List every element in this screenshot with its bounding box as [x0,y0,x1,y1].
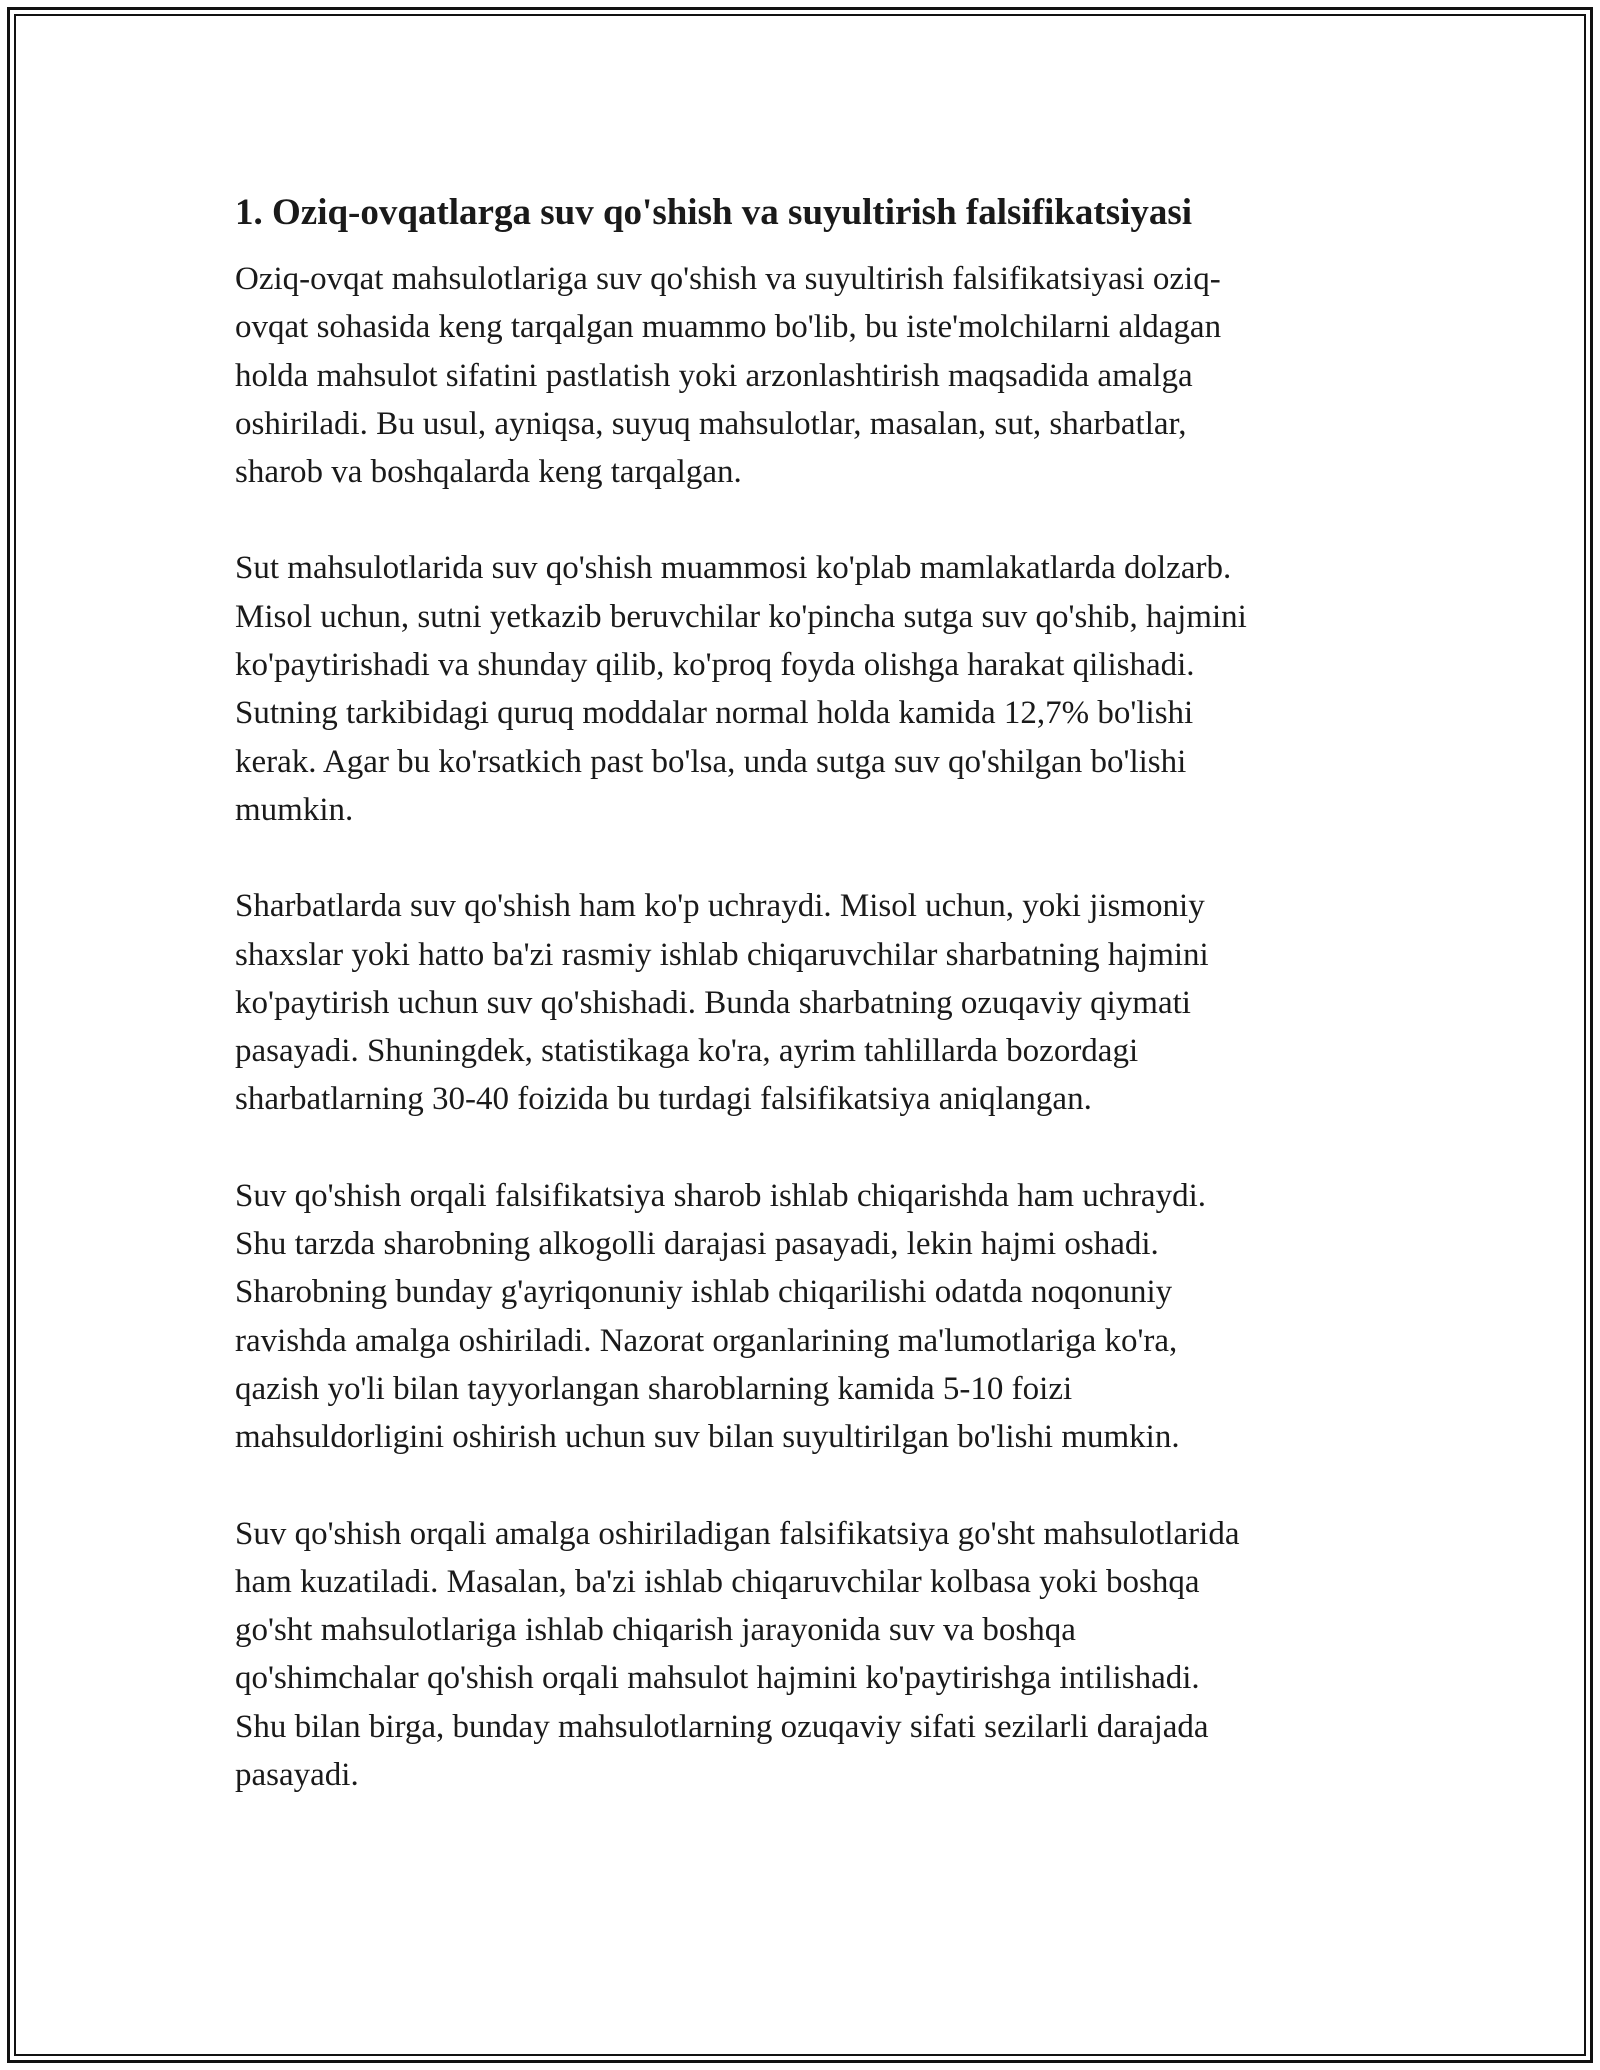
paragraph-milk: Sut mahsulotlarida suv qo'shish muammosi ko'plab mamlakatlarda dolzarb. Misol uchun, sutni yetkazib beruvchilar ko'pincha sutga suv qo'shib, hajmini ko'paytirishadi va shunday qilib, ko'proq foyda olishga harakat qilishadi. Sutning tarkibidagi quruq moddalar normal holda kamida 12,7% bo'lishi kerak. Agar bu ko'rsatkich past bo'lsa, unda sutga suv qo'shilgan bo'lishi mumkin. [235,550,1247,828]
paragraph-milk-intro: Oziq-ovqat mahsulotlariga suv qo'shish va suyultirish falsifikatsiyasi oziq- ovqat sohasida keng tarqalgan muammo bo'lib, bu iste'molchilarni aldagan holda mahsulot sifatini pastlatish yoki arzonlashtirish maqsadida amalga oshiriladi. Bu usul, ayniqsa, suyuq mahsulotlar, masalan, sut, sharbatlar, sharob va boshqalarda keng tarqalgan. [235,261,1222,491]
document-body [235,185,1375,1847]
paragraph-juice: Sharbatlarda suv qo'shish ham ko'p uchraydi. Misol uchun, yoki jismoniy shaxslar yoki hatto ba'zi rasmiy ishlab chiqaruvchilar sharbatning hajmini ko'paytirish uchun suv qo'shishadi. Bunda sharbatning ozuqaviy qiymati pasayadi. Shuningdek, statistikaga ko'ra, ayrim tahlillarda bozordagi sharbatlarning 30-40 foizida bu turdagi falsifikatsiya aniqlangan. [235,888,1209,1118]
paragraph-meat: Suv qo'shish orqali amalga oshiriladigan falsifikatsiya go'sht mahsulotlarida ham kuzatiladi. Masalan, ba'zi ishlab chiqaruvchilar kolbasa yoki boshqa go'sht mahsulotlariga ishlab chiqarish jarayonida suv va boshqa qo'shimchalar qo'shish orqali mahsulot hajmini ko'paytirishga intilishadi. Shu bilan birga, bunday mahsulotlarning ozuqaviy sifati sezilarli darajada pasayadi. [235,1515,1240,1794]
paragraph-wine: Suv qo'shish orqali falsifikatsiya sharob ishlab chiqarishda ham uchraydi. Shu tarzda sharobning alkogolli darajasi pasayadi, lekin hajmi oshadi. Sharobning bunday g'ayriqonuniy ishlab chiqarilishi odatda noqonuniy ravishda amalga oshiriladi. Nazorat organlarining ma'lumotlariga ko'ra, qazish yo'li bilan tayyorlangan sharoblarning kamida 5-10 foizi mahsuldorligini oshirish uchun suv bilan suyultirilgan bo'lishi mumkin. [235,1177,1207,1456]
section-heading: 1. Oziq-ovqatlarga suv qo'shish va suyultirish falsifikatsiyasi [235,192,1193,233]
